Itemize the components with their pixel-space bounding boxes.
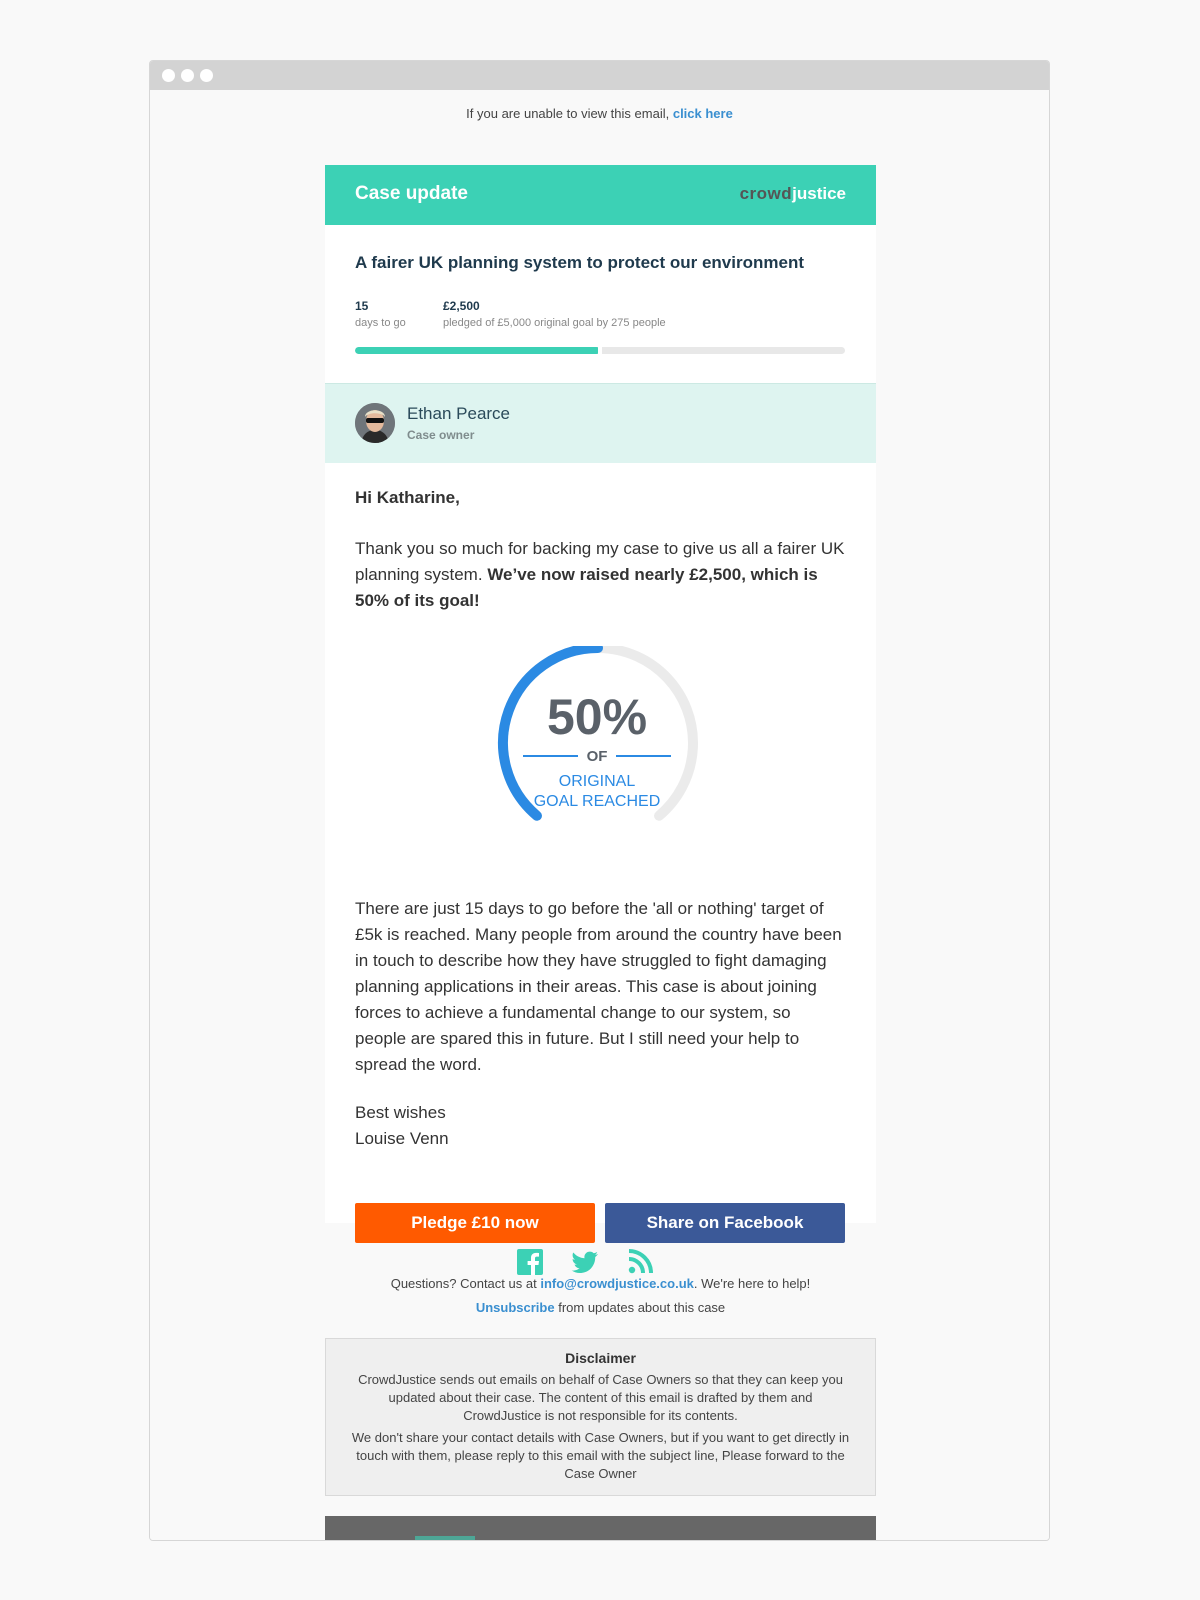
disclaimer-box	[325, 1338, 876, 1496]
facebook-icon[interactable]	[515, 1248, 545, 1278]
intro-highlight: We’ve now raised nearly £2,500, which is 50% of its goal!	[355, 565, 818, 610]
funding-progress-fill	[355, 347, 600, 354]
avatar	[355, 403, 395, 443]
progress-divider	[598, 347, 602, 354]
unsubscribe-line	[150, 1300, 1049, 1315]
disclaimer-title: Disclaimer	[565, 1350, 636, 1366]
signature: Louise Venn	[355, 1129, 449, 1148]
unsubscribe-text: from updates about this case	[558, 1300, 726, 1315]
gauge-of: OF	[586, 748, 608, 765]
pledged-stat	[443, 299, 666, 329]
unsubscribe-link[interactable]: Unsubscribe	[475, 1300, 555, 1315]
gauge-percent: 50%	[546, 689, 648, 745]
case-owner-panel	[325, 383, 876, 463]
owner-role: Case owner	[407, 428, 475, 442]
pledged-label: pledged of £5,000 original goal by 275 people	[443, 317, 666, 329]
window-dot[interactable]	[162, 69, 175, 82]
window-dot[interactable]	[181, 69, 194, 82]
body-paragraph: There are just 15 days to go before the 'all or nothing' target of £5k is reached. Many people from around the country have been in touch to describe how they have struggled to fight damaging planning applications in their areas. This case is about joining forces to achieve a fundamental change to our system, so people are spared this in future. But I still need your help to spread the word.	[355, 899, 842, 1074]
view-online-link[interactable]: click here	[672, 106, 733, 121]
progress-gauge	[493, 646, 703, 821]
dark-footer	[325, 1516, 876, 1541]
pledged-value: £2,500	[443, 299, 480, 313]
email-header	[325, 165, 876, 225]
contact-line	[150, 1276, 1049, 1291]
header-title: Case update	[355, 183, 468, 204]
days-stat	[355, 299, 406, 329]
email-body	[325, 463, 876, 1232]
intro-paragraph	[355, 536, 845, 614]
view-online-bar	[150, 90, 1049, 121]
signoff: Best wishes	[355, 1103, 446, 1122]
greeting: Hi Katharine,	[355, 488, 460, 507]
owner-name: Ethan Pearce	[407, 404, 511, 423]
view-online-text: If you are unable to view this email,	[466, 106, 670, 121]
email-content	[150, 90, 1049, 1541]
contact-suffix: . We're here to help!	[693, 1276, 811, 1291]
disclaimer-paragraph-2: We don't share your contact details with Case Owners, but if you want to get directly in touch with them, please reply to this email with the subject line, Please forward to the Case Owner	[351, 1430, 850, 1481]
gauge-line1: ORIGINAL	[558, 773, 636, 790]
share-facebook-button[interactable]: Share on Facebook	[605, 1203, 845, 1243]
window-dot[interactable]	[200, 69, 213, 82]
case-title: A fairer UK planning system to protect our environment	[355, 253, 804, 272]
gauge-line2: GOAL REACHED	[533, 793, 661, 810]
footer-logo-peek	[415, 1536, 475, 1540]
funding-progress-bar	[355, 347, 845, 354]
contact-prefix: Questions? Contact us at	[390, 1276, 537, 1291]
browser-window	[149, 60, 1050, 1541]
contact-email-link[interactable]: info@crowdjustice.co.uk	[540, 1276, 694, 1291]
intro-text: Thank you so much for backing my case to give us all a fairer UK planning system.	[355, 539, 845, 584]
disclaimer-paragraph-1: CrowdJustice sends out emails on behalf of Case Owners so that they can keep you updated about their case. The content of this email is drafted by them and CrowdJustice is not responsible for its contents.	[358, 1372, 843, 1423]
pledge-button[interactable]: Pledge £10 now	[355, 1203, 595, 1243]
days-value: 15	[355, 299, 369, 313]
crowdjustice-logo: crowdjustice	[739, 184, 846, 203]
window-titlebar	[150, 61, 1049, 90]
twitter-icon[interactable]	[570, 1248, 600, 1278]
days-label: days to go	[355, 317, 406, 329]
case-summary-card	[325, 225, 876, 383]
rss-icon[interactable]	[625, 1248, 655, 1278]
